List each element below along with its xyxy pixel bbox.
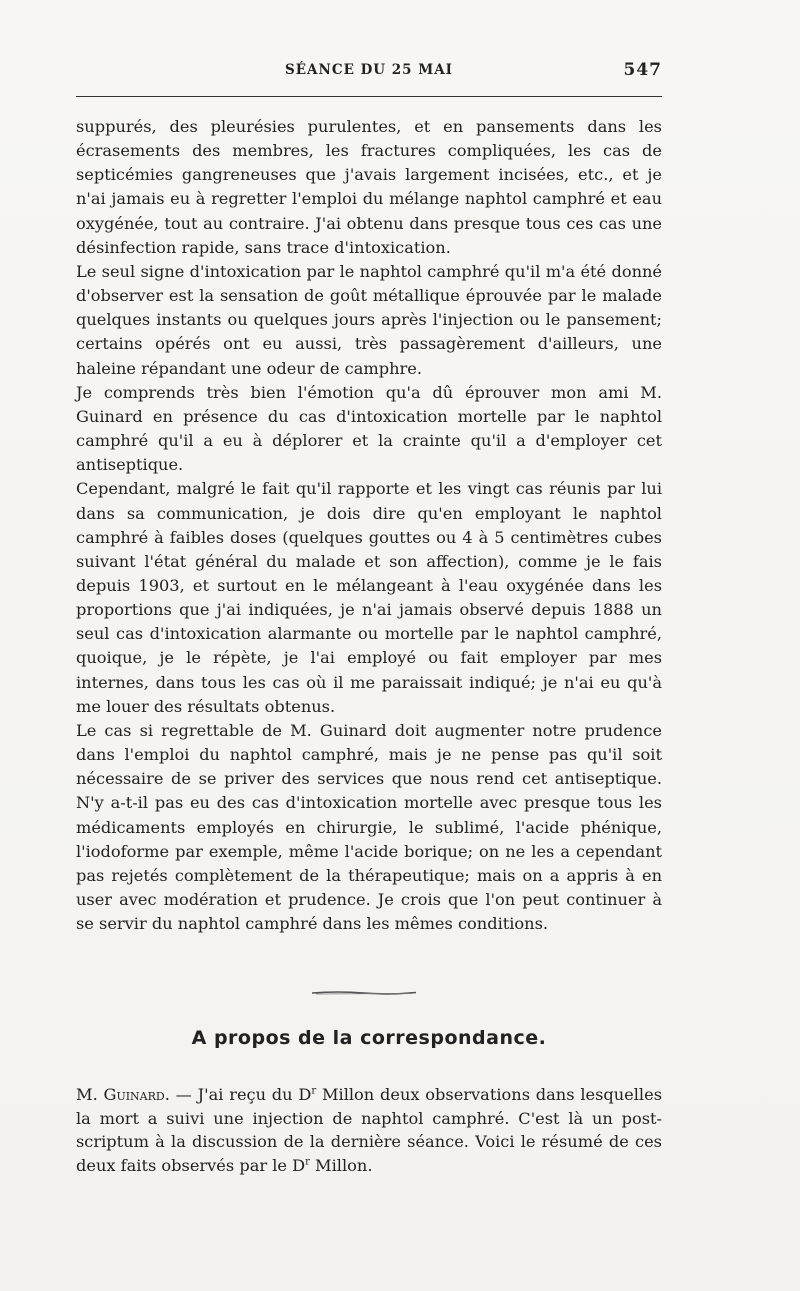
section-title: A propos de la correspondance.: [191, 1027, 547, 1049]
correspondence-text: — J'ai reçu du D: [169, 1085, 312, 1104]
paragraph: Le seul signe d'intoxication par le naphtol camphré qu'il m'a été donné d'observer est la sensation de goût métallique éprouvée par le malade quelques instants ou quelques jours après l'injection ou le pansement; certains opérés ont eu aussi, très passagèrement d'ailleurs, une haleine répandant une odeur de camphre.: [76, 261, 662, 378]
superscript: r: [311, 1085, 317, 1097]
paragraph: Le cas si regrettable de M. Guinard doit augmenter notre prudence dans l'emploi du naphtol camphré, mais je ne pense pas qu'il soit nécessaire de se priver des services que nous rend cet antiseptique. N'y a-t-il pas eu des cas d'intoxication mortelle avec presque tous les médicaments employés en chirurgie, le sublimé, l'acide phénique, l'iodoforme par exemple, même l'acide borique; on ne les a cependant pas rejetés complètement de la thérapeutique; mais on a appris à en user avec modération et prudence. Je crois que l'on peut continuer à se servir du naphtol camphré dans les mêmes conditions.: [76, 720, 662, 934]
section-divider-ornament: [312, 990, 416, 996]
correspondence-text: Millon deux observations dans lesquelles la mort a suivi une injection de naphtol camphré. C'est là un post-scriptum à la discussion de la dernière séance. Voici le résumé de ces deux faits observés par le D: [76, 1085, 662, 1175]
header-rule: [76, 96, 662, 97]
paragraph: Cependant, malgré le fait qu'il rapporte et les vingt cas réunis par lui dans sa communication, je dois dire qu'en employant le naphtol camphré à faibles doses (quelques gouttes ou 4 à 5 centimètres cubes suivant l'état général du malade et son affection), comme je le fais depuis 1903, et surtout en le mélangeant à l'eau oxygénée dans les proportions que j'ai indiquées, je n'ai jamais observé depuis 1888 un seul cas d'intoxication alarmante ou mortelle par le naphtol camphré, quoique, je le répète, je l'ai employé ou fait employer par mes internes, dans tous les cas où il me paraissait indiqué; je n'ai eu qu'à me louer des résultats obtenus.: [76, 479, 662, 716]
body-text: [76, 115, 662, 936]
page-number: 547: [623, 60, 662, 80]
superscript: r: [305, 1156, 310, 1168]
page-header: [76, 58, 662, 82]
speaker-name: M. Guinard.: [76, 1085, 170, 1104]
correspondence-text: Millon.: [309, 1155, 373, 1175]
running-title: SÉANCE DU 25 MAI: [285, 62, 453, 78]
correspondence-paragraph: [76, 1083, 662, 1177]
paragraph: Je comprends très bien l'émotion qu'a dû éprouver mon ami M. Guinard en présence du cas d'intoxication mortelle par le naphtol camphré qu'il a eu à déplorer et la crainte qu'il a d'employer cet antiseptique.: [76, 382, 662, 475]
paragraph: suppurés, des pleurésies purulentes, et en pansements dans les écrasements des membres, les fractures compliquées, les cas de septicémies gangreneuses que j'avais largement incisées, etc., et je n'ai jamais eu à regretter l'emploi du mélange naphtol camphré et eau oxygénée, tout au contraire. J'ai obtenu dans presque tous ces cas une désinfection rapide, sans trace d'intoxication.: [76, 117, 662, 257]
